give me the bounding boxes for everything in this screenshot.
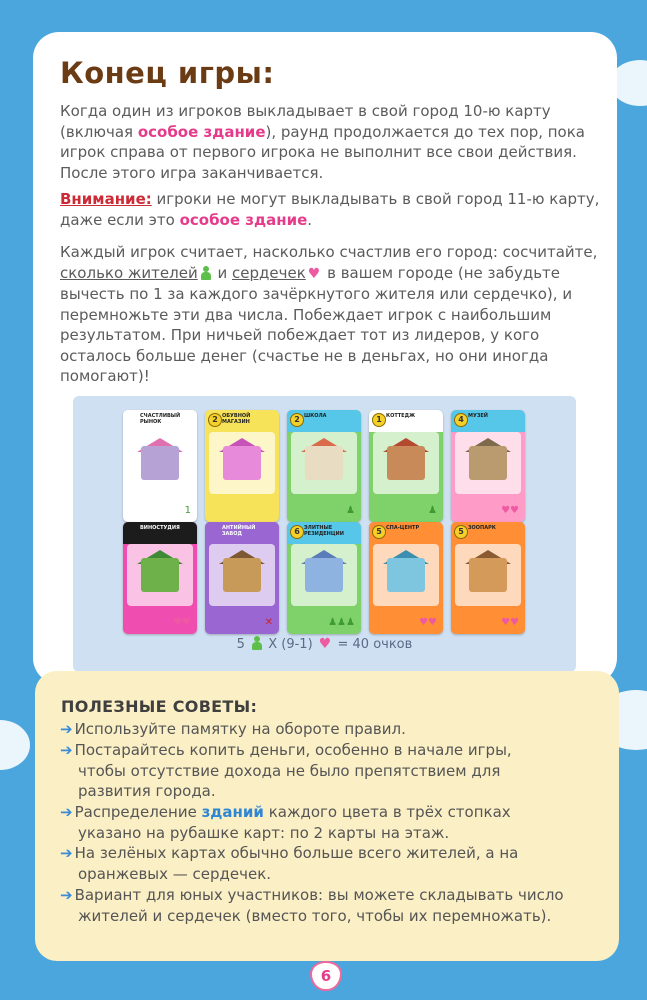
tip-text: Вариант для юных участников: вы можете складывать число — [74, 886, 564, 904]
resident-icon — [251, 636, 262, 650]
building-illustration — [305, 446, 343, 480]
scoring-paragraph — [60, 242, 600, 387]
text: Когда один из игроков выкладывает в свой город 10-ю карту (включая — [60, 102, 551, 141]
building-card — [287, 522, 361, 634]
building-illustration — [223, 558, 261, 592]
tip-text: Постарайтесь копить деньги, особенно в начале игры, — [74, 741, 512, 759]
score-result: = 40 очков — [337, 637, 413, 652]
buildings-term: зданий — [201, 803, 264, 821]
tip-text: каждого цвета в трёх стопках — [263, 803, 511, 821]
arrow-icon: ➔ — [60, 844, 73, 862]
building-illustration — [305, 558, 343, 592]
card-cost-coin: 2 — [290, 413, 304, 427]
tip-text: развития города. — [78, 782, 216, 800]
card-bonus: ♥♥ — [501, 505, 519, 516]
building-card — [287, 410, 361, 522]
resident-icon — [200, 266, 211, 280]
building-card — [205, 522, 279, 634]
card-bonus: ♟ — [346, 505, 355, 516]
text: . — [307, 210, 313, 229]
arrow-icon: ➔ — [60, 886, 73, 904]
tip-text: указано на рубашке карт: по 2 карты на этаж. — [78, 823, 450, 842]
text: и — [212, 263, 233, 282]
card-name: ШКОЛА — [304, 413, 327, 419]
card-name: СПА-ЦЕНТР — [386, 525, 420, 531]
card-cost-coin: 2 — [208, 413, 222, 427]
building-card — [451, 410, 525, 522]
end-game-paragraph — [60, 101, 600, 183]
building-illustration — [223, 446, 261, 480]
arrow-icon: ➔ — [60, 741, 73, 759]
page-number: 6 — [310, 961, 342, 991]
card-name: МУЗЕЙ — [468, 413, 488, 419]
card-name: СЧАСТЛИВЫЙ РЫНОК — [140, 413, 181, 425]
text: в вашем городе (не забудьте вычесть по 1 за каждого зачёркнутого жителя или сердечко), и перемножьте эти два числа. Побеждает игрок с наибольшим результатом. При ничьей побеждает тот из лидеров, у кого осталось больше денег (счастье не в деньгах, но они иногда помогают)! — [60, 263, 573, 385]
card-bonus: ♟ — [428, 505, 437, 516]
building-card — [123, 522, 197, 634]
heart-icon: ♥ — [307, 265, 321, 282]
warning-paragraph — [60, 189, 600, 230]
card-cost-coin: 5 — [454, 525, 468, 539]
tip-text: оранжевых — сердечек. — [78, 864, 272, 883]
arrow-icon: ➔ — [60, 803, 73, 821]
text: ), раунд продолжается до тех пор, пока игрок справа от первого игрока не выполнит все свои действия. После этого игра заканчивается. — [60, 122, 585, 182]
card-cost-coin: 1 — [372, 413, 386, 427]
building-illustration — [141, 558, 179, 592]
card-name: ЭЛИТНЫЕ РЕЗИДЕНЦИИ — [304, 525, 344, 537]
score-formula — [73, 636, 576, 652]
building-illustration — [469, 558, 507, 592]
tip-text: На зелёных картах обычно больше всего жителей, а на — [74, 844, 519, 862]
warning-label: Внимание: — [60, 190, 152, 208]
card-bonus: ✕ — [264, 617, 273, 628]
building-card — [123, 410, 197, 522]
card-bonus: ♥♥ — [173, 617, 191, 628]
card-name: ВИНОСТУДИЯ — [140, 525, 180, 531]
hearts-term: сердечек — [232, 263, 306, 282]
card-bonus: 1 — [184, 505, 191, 516]
tip-item — [60, 885, 600, 926]
building-card — [369, 410, 443, 522]
card-name: КОТТЕДЖ — [386, 413, 416, 419]
tips-title: ПОЛЕЗНЫЕ СОВЕТЫ: — [61, 697, 258, 716]
building-card — [369, 522, 443, 634]
card-cost-coin: 4 — [454, 413, 468, 427]
card-cost-coin: 6 — [290, 525, 304, 539]
card-name: ОБУВНОЙ МАГАЗИН — [222, 413, 251, 425]
text: Каждый игрок считает, насколько счастлив его город: сосчитайте, — [60, 243, 598, 261]
example-city-panel — [73, 396, 576, 672]
card-cost-coin: 5 — [372, 525, 386, 539]
special-building-term: особое здание — [179, 210, 308, 229]
building-illustration — [141, 446, 179, 480]
residents-count: 5 — [236, 637, 245, 652]
card-name: ЗООПАРК — [468, 525, 496, 531]
tip-text: чтобы отсутствие дохода не было препятствием для — [78, 761, 501, 780]
card-bonus: ♥♥ — [419, 617, 437, 628]
arrow-icon: ➔ — [60, 720, 73, 738]
tip-text: жителей и сердечек (вместо того, чтобы их перемножать). — [78, 906, 552, 925]
building-illustration — [387, 446, 425, 480]
tip-item — [60, 719, 600, 740]
card-bonus: ♟♟♟ — [328, 617, 355, 628]
residents-term: сколько жителей — [60, 263, 198, 282]
building-illustration — [387, 558, 425, 592]
heart-icon: ♥ — [318, 636, 332, 652]
tip-item — [60, 843, 600, 884]
tip-item — [60, 740, 600, 802]
text: игроки не могут выкладывать в свой город 11-ю карту, даже если это — [60, 190, 600, 229]
hearts-calc: X (9-1) — [268, 637, 313, 652]
building-card — [451, 522, 525, 634]
building-illustration — [469, 446, 507, 480]
cloud — [0, 720, 30, 770]
tip-item — [60, 802, 600, 843]
tip-text: Используйте памятку на обороте правил. — [74, 720, 406, 738]
card-bonus: ♥♥ — [501, 617, 519, 628]
tip-text: Распределение — [74, 803, 202, 821]
card-name: АНТИЙНЫЙ ЗАВОД — [222, 525, 256, 537]
special-building-term: особое здание — [137, 122, 266, 141]
page-title: Конец игры: — [60, 56, 275, 90]
building-card — [205, 410, 279, 522]
